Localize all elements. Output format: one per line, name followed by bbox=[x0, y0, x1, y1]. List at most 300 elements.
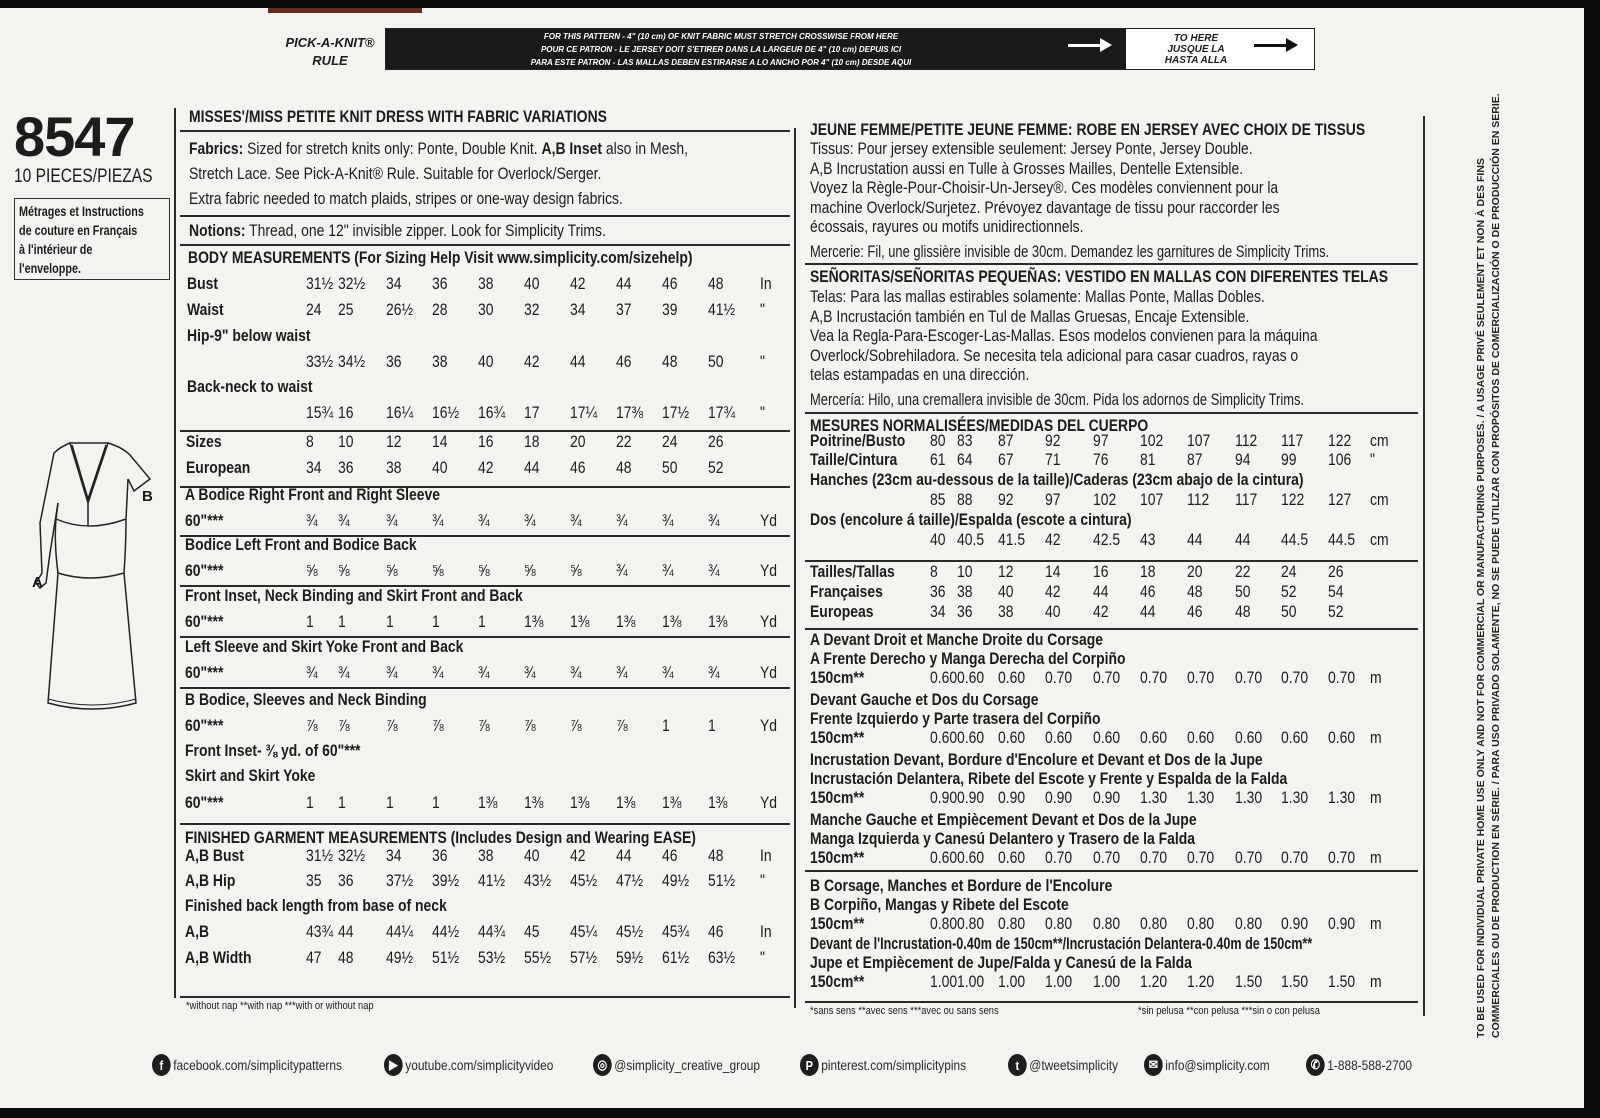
cell-value: 12 bbox=[386, 432, 402, 451]
social-text: @simplicity_creative_group bbox=[614, 1057, 760, 1073]
cell-value: 0.60 bbox=[998, 668, 1026, 687]
pattern-number: 8547 bbox=[14, 105, 135, 168]
cell-value: 42 bbox=[478, 458, 494, 477]
cell-value: ¾ bbox=[616, 561, 628, 580]
cell-value: 0.60 bbox=[930, 848, 958, 867]
cell-value: 38 bbox=[432, 352, 448, 371]
facebook-icon: f bbox=[152, 1054, 171, 1076]
social-link bbox=[1008, 1054, 1118, 1076]
cell-value: 127 bbox=[1328, 490, 1352, 509]
cell-value: 0.60 bbox=[1235, 728, 1263, 747]
cell-value: ⅞ bbox=[616, 716, 628, 735]
cell-value: 8 bbox=[930, 562, 938, 581]
pick-a-knit-rule bbox=[385, 28, 1315, 70]
cell-value: 40 bbox=[1045, 602, 1061, 621]
cell-value: 0.90 bbox=[957, 788, 985, 807]
cell-value: 46 bbox=[570, 458, 586, 477]
cell-value: 43¾ bbox=[306, 922, 334, 941]
cell-value: 16¼ bbox=[386, 403, 414, 422]
view-label-a: A bbox=[32, 574, 43, 591]
pinterest-icon: P bbox=[800, 1054, 819, 1076]
cell-value: 16 bbox=[1093, 562, 1109, 581]
row-label: 60"*** bbox=[185, 663, 224, 682]
cell-value: 44½ bbox=[432, 922, 460, 941]
cell-value: 50 bbox=[662, 458, 678, 477]
cell-value: 32 bbox=[524, 300, 540, 319]
cell-value: 0.80 bbox=[957, 914, 985, 933]
cell-value: 1.00 bbox=[1093, 972, 1121, 991]
row-label: A,B Width bbox=[185, 948, 252, 967]
cell-value: 16 bbox=[478, 432, 494, 451]
row-label: 60"*** bbox=[185, 511, 224, 530]
cell-value: 0.70 bbox=[1281, 668, 1309, 687]
french-mercerie: Mercerie: Fil, une glissière invisible de 30cm. Demandez les garnitures de Simplicity Trims. bbox=[810, 242, 1330, 261]
unit-label: cm bbox=[1370, 490, 1389, 509]
cell-value: 0.80 bbox=[1140, 914, 1168, 933]
cell-value: ⅞ bbox=[432, 716, 444, 735]
cell-value: 48 bbox=[708, 846, 724, 865]
cell-value: 1 bbox=[432, 612, 440, 631]
cell-value: 0.70 bbox=[1045, 668, 1073, 687]
envelope-tab bbox=[268, 8, 422, 13]
cell-value: 45½ bbox=[570, 871, 598, 890]
cell-value: ¾ bbox=[386, 663, 398, 682]
hanches-label: Hanches (23cm au-dessous de la taille)/Caderas (23cm abajo de la cintura) bbox=[810, 470, 1304, 489]
cell-value: 41½ bbox=[708, 300, 736, 319]
divider bbox=[180, 687, 790, 689]
cell-value: 117 bbox=[1281, 431, 1304, 450]
cell-value: 1⅜ bbox=[478, 793, 498, 812]
divider bbox=[180, 823, 790, 825]
usage-notice: TO BE USED FOR INDIVIDUAL PRIVATE HOME USE ONLY AND NOT FOR COMMERCIAL OR MANUFACTURING PURPOSES. / A USAGE PRIVÉ SEULEMENT ET NON À DES FINS COMMERCIALES OU DE PRODUCTION EN SÉRIE. / PARA USO PRIVADO SOLAMENTE, NO SE PUEDE UTILIZAR CON PROPÓSITOS DE COMERCIALIZACIÓN O DE PRODUCCIÓN EN SERIE. bbox=[1475, 93, 1502, 1038]
cell-value: 1 bbox=[708, 716, 716, 735]
front-inset-note: Front Inset- ⅜ yd. of 60"*** bbox=[185, 741, 361, 760]
cell-value: 99 bbox=[1281, 450, 1297, 469]
cell-value: 16¾ bbox=[478, 403, 506, 422]
cell-value: ¾ bbox=[524, 663, 536, 682]
cell-value: ¾ bbox=[570, 663, 582, 682]
cell-value: 88 bbox=[957, 490, 973, 509]
row-label: 150cm** bbox=[810, 848, 865, 867]
cell-value: 44 bbox=[616, 274, 632, 293]
cell-value: ¾ bbox=[708, 561, 720, 580]
cell-value: 24 bbox=[1281, 562, 1297, 581]
yardage-label-fr: Incrustation Devant, Bordure d'Encolure et Devant et Dos de la Jupe bbox=[810, 750, 1263, 769]
cell-value: 52 bbox=[1328, 602, 1344, 621]
cell-value: 0.60 bbox=[930, 728, 958, 747]
cell-value: 85 bbox=[930, 490, 946, 509]
cell-value: 106 bbox=[1328, 450, 1352, 469]
cell-value: 0.90 bbox=[1045, 788, 1073, 807]
cell-value: 71 bbox=[1045, 450, 1061, 469]
cell-value: 25 bbox=[338, 300, 354, 319]
cell-value: 53½ bbox=[478, 948, 506, 967]
cell-value: 36 bbox=[957, 602, 973, 621]
unit-label: cm bbox=[1370, 431, 1389, 450]
cell-value: 54 bbox=[1328, 582, 1344, 601]
cell-value: 45½ bbox=[616, 922, 644, 941]
cell-value: 32½ bbox=[338, 274, 366, 293]
cell-value: ⅞ bbox=[478, 716, 490, 735]
unit-label: cm bbox=[1370, 530, 1389, 549]
cell-value: 1.30 bbox=[1140, 788, 1168, 807]
cell-value: 37 bbox=[616, 300, 632, 319]
row-label: 150cm** bbox=[810, 728, 865, 747]
cell-value: 42 bbox=[524, 352, 540, 371]
cell-value: ⅞ bbox=[570, 716, 582, 735]
cell-value: 34 bbox=[386, 846, 402, 865]
youtube-icon: ▶ bbox=[384, 1054, 403, 1076]
cell-value: 1.30 bbox=[1187, 788, 1215, 807]
cell-value: 46 bbox=[616, 352, 632, 371]
cell-value: 31½ bbox=[306, 274, 334, 293]
cell-value: 1.00 bbox=[1045, 972, 1073, 991]
cell-value: ¾ bbox=[306, 663, 318, 682]
cell-value: ¾ bbox=[570, 511, 582, 530]
cell-value: 0.60 bbox=[1187, 728, 1215, 747]
cell-value: 20 bbox=[570, 432, 586, 451]
cell-value: 44 bbox=[1140, 602, 1156, 621]
cell-value: 43½ bbox=[524, 871, 552, 890]
cell-value: 81 bbox=[1140, 450, 1156, 469]
social-link bbox=[1144, 1054, 1270, 1076]
cell-value: 1⅜ bbox=[662, 793, 682, 812]
cell-value: 0.70 bbox=[1235, 668, 1263, 687]
row-label: A,B bbox=[185, 922, 210, 941]
twitter-icon: t bbox=[1008, 1054, 1027, 1076]
cell-value: ¾ bbox=[478, 511, 490, 530]
cell-value: 40 bbox=[930, 530, 946, 549]
cell-value: 44 bbox=[1187, 530, 1203, 549]
cell-value: 0.90 bbox=[930, 788, 958, 807]
phone-icon: ✆ bbox=[1306, 1054, 1325, 1076]
cell-value: 0.70 bbox=[1140, 848, 1168, 867]
cell-value: 48 bbox=[1235, 602, 1251, 621]
cell-value: 10 bbox=[338, 432, 354, 451]
cell-value: 17½ bbox=[662, 403, 690, 422]
unit-label: Yd bbox=[760, 561, 778, 580]
yardage-label: A Bodice Right Front and Right Sleeve bbox=[185, 485, 441, 504]
cell-value: ¾ bbox=[708, 511, 720, 530]
cell-value: 1⅜ bbox=[708, 612, 728, 631]
cell-value: 34 bbox=[930, 602, 946, 621]
social-text: pinterest.com/simplicitypins bbox=[821, 1057, 967, 1073]
cell-value: 45¾ bbox=[662, 922, 690, 941]
rule-line-fr: POUR CE PATRON - LE JERSEY DOIT S'ETIRER DANS LA LARGEUR DE 4" (10 cm) DEPUIS ICI bbox=[540, 45, 902, 54]
yardage-label-es: Frente Izquierdo y Parte trasera del Corpiño bbox=[810, 709, 1101, 728]
cell-value: 1⅜ bbox=[708, 793, 728, 812]
social-link bbox=[384, 1054, 553, 1076]
cell-value: 45¼ bbox=[570, 922, 598, 941]
cell-value: ¾ bbox=[338, 511, 350, 530]
cell-value: 46 bbox=[662, 846, 678, 865]
cell-value: 26 bbox=[1328, 562, 1344, 581]
cell-value: 1 bbox=[306, 612, 314, 631]
cell-value: 48 bbox=[708, 274, 724, 293]
row-label: Bust bbox=[187, 274, 218, 293]
cell-value: 122 bbox=[1281, 490, 1305, 509]
cell-value: 38 bbox=[478, 846, 494, 865]
cell-value: 0.70 bbox=[1235, 848, 1263, 867]
cell-value: 40.5 bbox=[957, 530, 985, 549]
cell-value: 1.50 bbox=[1235, 972, 1263, 991]
social-text: info@simplicity.com bbox=[1165, 1057, 1270, 1073]
arrow-right-icon bbox=[1254, 44, 1294, 47]
cell-value: 18 bbox=[1140, 562, 1156, 581]
column-divider-left bbox=[174, 108, 176, 998]
cell-value: 47 bbox=[306, 948, 322, 967]
divider bbox=[180, 996, 790, 998]
unit-label: Yd bbox=[760, 612, 778, 631]
yardage-label: Left Sleeve and Skirt Yoke Front and Back bbox=[185, 637, 464, 656]
cell-value: 117 bbox=[1235, 490, 1258, 509]
english-footnote: *without nap **with nap ***with or without nap bbox=[186, 1000, 374, 1012]
cell-value: 0.60 bbox=[957, 848, 985, 867]
cell-value: 17 bbox=[524, 403, 540, 422]
cell-value: ¾ bbox=[662, 561, 674, 580]
cell-value: ¾ bbox=[386, 511, 398, 530]
unit-label: m bbox=[1370, 668, 1382, 687]
fabrics-text: Fabrics: Sized for stretch knits only: Ponte, Double Knit. A,B Inset also in Mesh, Stretch Lace. See Pick-A-Knit® Rule. Suitable for Overlock/Serger. Extra fabric needed to match plaids, stripes or one-way design fabrics. bbox=[189, 139, 688, 208]
cell-value: 1⅜ bbox=[524, 793, 544, 812]
cell-value: 52 bbox=[1281, 582, 1297, 601]
cell-value: 57½ bbox=[570, 948, 598, 967]
divider bbox=[180, 130, 790, 132]
cell-value: 97 bbox=[1045, 490, 1061, 509]
unit-label: m bbox=[1370, 728, 1382, 747]
cell-value: 40 bbox=[524, 846, 540, 865]
yardage-label: Jupe et Empiècement de Jupe/Falda y Canesú de la Falda bbox=[810, 953, 1192, 972]
cell-value: 0.60 bbox=[1093, 728, 1121, 747]
row-label: Waist bbox=[187, 300, 224, 319]
body-measurements-heading: BODY MEASUREMENTS (For Sizing Help Visit www.simplicity.com/sizehelp) bbox=[188, 248, 693, 267]
unit-label: " bbox=[760, 871, 765, 890]
cell-value: 0.60 bbox=[1140, 728, 1168, 747]
cell-value: 1.00 bbox=[957, 972, 985, 991]
cell-value: 0.80 bbox=[1045, 914, 1073, 933]
cell-value: 0.70 bbox=[1045, 848, 1073, 867]
cell-value: 34½ bbox=[338, 352, 366, 371]
french-instructions-note: Métrages et Instructions de couture en Français à l'intérieur de l'enveloppe. bbox=[14, 198, 170, 280]
rule-line-en: FOR THIS PATTERN - 4" (10 cm) OF KNIT FABRIC MUST STRETCH CROSSWISE FROM HERE bbox=[543, 32, 899, 41]
unit-label: " bbox=[1370, 450, 1375, 469]
cell-value: 0.90 bbox=[1093, 788, 1121, 807]
unit-label: m bbox=[1370, 972, 1382, 991]
cell-value: 1.00 bbox=[998, 972, 1026, 991]
cell-value: 34 bbox=[386, 274, 402, 293]
row-label: 150cm** bbox=[810, 972, 865, 991]
cell-value: 61 bbox=[930, 450, 946, 469]
cell-value: 80 bbox=[930, 431, 946, 450]
cell-value: 64 bbox=[957, 450, 973, 469]
cell-value: ¾ bbox=[432, 511, 444, 530]
cell-value: 40 bbox=[432, 458, 448, 477]
cell-value: 42 bbox=[1045, 530, 1061, 549]
cell-value: ¾ bbox=[616, 511, 628, 530]
cell-value: 44¾ bbox=[478, 922, 506, 941]
cell-value: 92 bbox=[1045, 431, 1061, 450]
cell-value: 55½ bbox=[524, 948, 552, 967]
french-fabrics-text: Tissus: Pour jersey extensible seulement: Jersey Ponte, Jersey Double. A,B Incrustation aussi en Tulle à Grosses Mailles, Dentelle Extensible. Voyez la Règle-Pour-Choisir-Un-Jersey®. Ces modèles conviennent pour la machine Overlock/Surjetez. Prévoyez davantage de tissu pour raccorder les écossais, rayures ou motifs unidirectionnels. bbox=[810, 139, 1280, 236]
cell-value: ⅞ bbox=[386, 716, 398, 735]
to-here-label: TO HERE JUSQUE LA HASTA ALLA bbox=[1164, 33, 1228, 66]
cell-value: 0.70 bbox=[1281, 848, 1309, 867]
unit-label: m bbox=[1370, 788, 1382, 807]
cell-value: 36 bbox=[432, 274, 448, 293]
unit-label: In bbox=[760, 922, 772, 941]
yardage-label-es: A Frente Derecho y Manga Derecha del Corpiño bbox=[810, 649, 1126, 668]
cell-value: 67 bbox=[998, 450, 1014, 469]
cell-value: 1⅜ bbox=[570, 612, 590, 631]
cell-value: 63½ bbox=[708, 948, 736, 967]
cell-value: 44 bbox=[1235, 530, 1251, 549]
cell-value: 1.30 bbox=[1328, 788, 1356, 807]
cell-value: 1.30 bbox=[1235, 788, 1263, 807]
cell-value: 44 bbox=[570, 352, 586, 371]
unit-label: Yd bbox=[760, 793, 778, 812]
cell-value: 87 bbox=[998, 431, 1014, 450]
divider bbox=[805, 412, 1418, 414]
cell-value: 30 bbox=[478, 300, 494, 319]
cell-value: ¾ bbox=[524, 511, 536, 530]
social-text: facebook.com/simplicitypatterns bbox=[173, 1057, 342, 1073]
yardage-label-fr: A Devant Droit et Manche Droite du Corsage bbox=[810, 630, 1104, 649]
cell-value: 22 bbox=[616, 432, 632, 451]
cell-value: 40 bbox=[524, 274, 540, 293]
cell-value: ⅞ bbox=[306, 716, 318, 735]
cell-value: 49½ bbox=[386, 948, 414, 967]
pieces-count: 10 PIECES/PIEZAS bbox=[14, 166, 153, 187]
cell-value: 0.70 bbox=[1328, 848, 1356, 867]
cell-value: 15¾ bbox=[306, 403, 334, 422]
cell-value: 40 bbox=[998, 582, 1014, 601]
cell-value: 52 bbox=[708, 458, 724, 477]
cell-value: 87 bbox=[1187, 450, 1203, 469]
divider bbox=[805, 870, 1418, 872]
cell-value: 1 bbox=[386, 612, 394, 631]
cell-value: 1 bbox=[386, 793, 394, 812]
row-label: Europeas bbox=[810, 602, 874, 621]
row-label: 150cm** bbox=[810, 914, 865, 933]
cell-value: 45 bbox=[524, 922, 540, 941]
divider bbox=[805, 560, 1418, 562]
cell-value: 41.5 bbox=[998, 530, 1026, 549]
cell-value: 39½ bbox=[432, 871, 460, 890]
cell-value: 44.5 bbox=[1328, 530, 1356, 549]
cell-value: 1 bbox=[306, 793, 314, 812]
french-title: JEUNE FEMME/PETITE JEUNE FEMME: ROBE EN JERSEY AVEC CHOIX DE TISSUS bbox=[810, 120, 1366, 139]
divider bbox=[805, 263, 1418, 265]
cell-value: 22 bbox=[1235, 562, 1251, 581]
cell-value: 0.60 bbox=[998, 848, 1026, 867]
cell-value: 1 bbox=[338, 793, 346, 812]
instagram-icon: ◎ bbox=[593, 1054, 612, 1076]
divider bbox=[805, 1001, 1418, 1003]
cell-value: 94 bbox=[1235, 450, 1251, 469]
unit-label: " bbox=[760, 352, 765, 371]
row-label: Françaises bbox=[810, 582, 883, 601]
cell-value: 61½ bbox=[662, 948, 690, 967]
metric-heading: MESURES NORMALISÉES/MEDIDAS DEL CUERPO bbox=[810, 416, 1149, 435]
cell-value: 28 bbox=[432, 300, 448, 319]
cell-value: 34 bbox=[570, 300, 586, 319]
spanish-footnote: *sin pelusa **con pelusa ***sin o con pelusa bbox=[1138, 1005, 1320, 1017]
cell-value: 47½ bbox=[616, 871, 644, 890]
rule-instructions bbox=[386, 29, 1126, 69]
yardage-label: Front Inset, Neck Binding and Skirt Front and Back bbox=[185, 586, 523, 605]
social-link bbox=[800, 1054, 966, 1076]
cell-value: 1⅜ bbox=[662, 612, 682, 631]
cell-value: 0.70 bbox=[1187, 848, 1215, 867]
cell-value: 92 bbox=[998, 490, 1014, 509]
cell-value: 36 bbox=[386, 352, 402, 371]
unit-label: " bbox=[760, 300, 765, 319]
yardage-label-es: Manga Izquierda y Canesú Delantero y Trasero de la Falda bbox=[810, 829, 1196, 848]
cell-value: 112 bbox=[1235, 431, 1258, 450]
spanish-title: SEÑORITAS/SEÑORITAS PEQUEÑAS: VESTIDO EN MALLAS CON DIFERENTES TELAS bbox=[810, 267, 1389, 286]
cell-value: 97 bbox=[1093, 431, 1109, 450]
cell-value: 26 bbox=[708, 432, 724, 451]
cell-value: 0.60 bbox=[1328, 728, 1356, 747]
incrustation-note: Devant de l'Incrustation-0.40m de 150cm**/Incrustación Delantera-0.40m de 150cm** bbox=[810, 934, 1313, 953]
notions-text: Notions: Thread, one 12" invisible zipper. Look for Simplicity Trims. bbox=[189, 221, 606, 240]
social-link bbox=[593, 1054, 760, 1076]
cell-value: 24 bbox=[662, 432, 678, 451]
divider bbox=[180, 244, 790, 246]
cell-value: 42.5 bbox=[1093, 530, 1121, 549]
yardage-label-fr: Manche Gauche et Empiècement Devant et Dos de la Jupe bbox=[810, 810, 1197, 829]
cell-value: 48 bbox=[662, 352, 678, 371]
unit-label: " bbox=[760, 403, 765, 422]
cell-value: 42 bbox=[570, 274, 586, 293]
cell-value: 42 bbox=[570, 846, 586, 865]
cell-value: 0.70 bbox=[1328, 668, 1356, 687]
spanish-fabrics-text: Telas: Para las mallas estirables solamente: Mallas Ponte, Mallas Dobles. A,B Incrustación también en Tul de Mallas Gruesas, Encaje Extensible. Vea la Regla-Para-Escoger-Las-Mallas. Esos modelos convienen para la máquina Overlock/Sobrehiladora. Se necesita tela adicional para casar cuadros, rayas o telas estampadas en una dirección. bbox=[810, 287, 1318, 384]
unit-label: " bbox=[760, 948, 765, 967]
cell-value: 17⅜ bbox=[616, 403, 644, 422]
cell-value: 107 bbox=[1187, 431, 1211, 450]
cell-value: 48 bbox=[616, 458, 632, 477]
cell-value: 0.80 bbox=[998, 914, 1026, 933]
yardage-label: Skirt and Skirt Yoke bbox=[185, 766, 316, 785]
row-label: 60"*** bbox=[185, 716, 224, 735]
cell-value: 0.60 bbox=[957, 668, 985, 687]
cell-value: 16½ bbox=[432, 403, 460, 422]
row-label: Taille/Cintura bbox=[810, 450, 898, 469]
cell-value: 0.70 bbox=[1093, 848, 1121, 867]
cell-value: 24 bbox=[306, 300, 322, 319]
row-label: A,B Bust bbox=[185, 846, 244, 865]
email-icon: ✉ bbox=[1144, 1054, 1163, 1076]
cell-value: 46 bbox=[1140, 582, 1156, 601]
cell-value: 38 bbox=[957, 582, 973, 601]
cell-value: 33½ bbox=[306, 352, 334, 371]
cell-value: 46 bbox=[662, 274, 678, 293]
cell-value: 0.70 bbox=[1187, 668, 1215, 687]
yardage-label-fr: B Corsage, Manches et Bordure de l'Encolure bbox=[810, 876, 1113, 895]
cell-value: 50 bbox=[708, 352, 724, 371]
cell-value: 0.80 bbox=[930, 914, 958, 933]
row-label: 60"*** bbox=[185, 612, 224, 631]
cell-value: 42 bbox=[1045, 582, 1061, 601]
cell-value: 44 bbox=[616, 846, 632, 865]
cell-value: 0.70 bbox=[1140, 668, 1168, 687]
cell-value: 0.80 bbox=[1235, 914, 1263, 933]
cell-value: 48 bbox=[338, 948, 354, 967]
cell-value: 40 bbox=[478, 352, 494, 371]
cell-value: 107 bbox=[1140, 490, 1164, 509]
cell-value: 51½ bbox=[708, 871, 736, 890]
